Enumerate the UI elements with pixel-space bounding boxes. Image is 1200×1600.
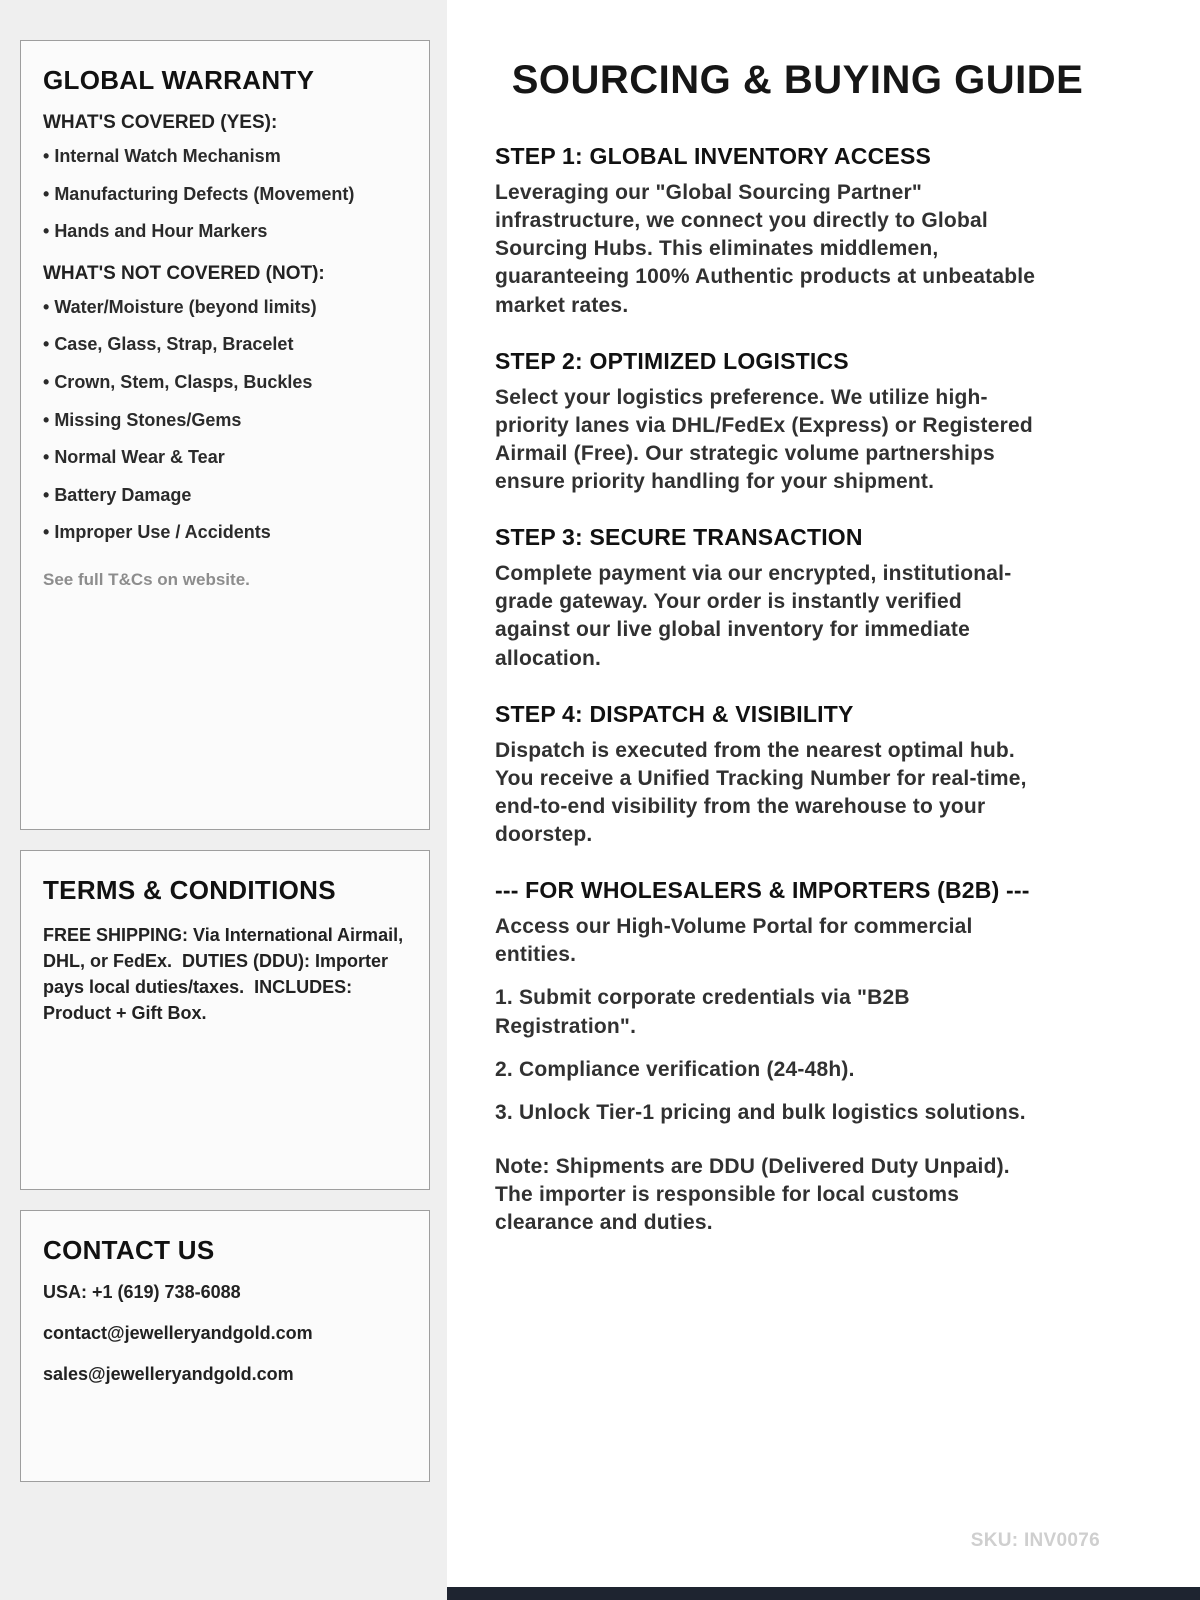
step-2-heading: STEP 2: OPTIMIZED LOGISTICS bbox=[495, 347, 849, 374]
sidebar bbox=[0, 0, 447, 1600]
terms-body: FREE SHIPPING: Via International Airmail, DHL, or FedEx. DUTIES (DDU): Importer pays local duties/taxes. INCLUDES: Product + Gift Box. bbox=[43, 925, 409, 1024]
b2b-note: Note: Shipments are DDU (Delivered Duty Unpaid). The importer is responsible for local customs clearance and duties. bbox=[495, 1154, 1010, 1235]
b2b-item-1: 1. Submit corporate credentials via "B2B Registration". bbox=[495, 986, 910, 1038]
bottom-accent-bar bbox=[447, 1587, 1200, 1600]
step-2-section bbox=[495, 348, 1100, 497]
contact-box bbox=[20, 1210, 430, 1482]
warranty-not-covered-list bbox=[43, 297, 407, 544]
b2b-heading: --- FOR WHOLESALERS & IMPORTERS (B2B) --- bbox=[495, 877, 1030, 904]
step-1-section bbox=[495, 143, 1100, 320]
page-title: SOURCING & BUYING GUIDE bbox=[511, 58, 1084, 102]
b2b-intro: Access our High-Volume Portal for commercial entities. bbox=[495, 915, 973, 967]
warranty-not-covered-item: • Normal Wear & Tear bbox=[43, 447, 407, 469]
warranty-covered-item: • Internal Watch Mechanism bbox=[43, 146, 407, 168]
step-1-body: Leveraging our "Global Sourcing Partner" infrastructure, we connect you directly to Global Sourcing Hubs. This eliminates middlemen, guaranteeing 100% Authentic products at unbeatable market rates. bbox=[495, 181, 1036, 317]
contact-title: CONTACT US bbox=[43, 1235, 215, 1265]
step-1-heading: STEP 1: GLOBAL INVENTORY ACCESS bbox=[495, 143, 932, 169]
step-4-section bbox=[495, 701, 1100, 850]
b2b-item-2: 2. Compliance verification (24-48h). bbox=[495, 1057, 855, 1081]
terms-title: TERMS & CONDITIONS bbox=[43, 875, 336, 905]
b2b-section bbox=[495, 877, 1100, 1237]
contact-phone: USA: +1 (619) 738-6088 bbox=[43, 1282, 241, 1302]
warranty-not-covered-item: • Water/Moisture (beyond limits) bbox=[43, 297, 407, 319]
warranty-box bbox=[20, 40, 430, 830]
step-3-section bbox=[495, 524, 1100, 673]
warranty-covered-title: WHAT'S COVERED (YES): bbox=[43, 112, 278, 133]
warranty-not-covered-item: • Case, Glass, Strap, Bracelet bbox=[43, 334, 407, 356]
warranty-covered-list bbox=[43, 146, 407, 243]
step-4-body: Dispatch is executed from the nearest optimal hub. You receive a Unified Tracking Number for real-time, end-to-end visibility from the warehouse to your doorstep. bbox=[495, 738, 1027, 846]
sku-label: SKU: INV0076 bbox=[970, 1530, 1100, 1551]
step-4-heading: STEP 4: DISPATCH & VISIBILITY bbox=[495, 700, 854, 727]
warranty-covered-item: • Hands and Hour Markers bbox=[43, 221, 407, 243]
warranty-not-covered-item: • Improper Use / Accidents bbox=[43, 522, 407, 544]
contact-email-sales: sales@jewelleryandgold.com bbox=[43, 1364, 294, 1384]
b2b-item-3: 3. Unlock Tier-1 pricing and bulk logistics solutions. bbox=[495, 1100, 1026, 1124]
contact-email-primary: contact@jewelleryandgold.com bbox=[43, 1323, 313, 1343]
warranty-footnote: See full T&Cs on website. bbox=[43, 569, 250, 589]
warranty-not-covered-item: • Battery Damage bbox=[43, 485, 407, 507]
warranty-not-covered-item: • Crown, Stem, Clasps, Buckles bbox=[43, 372, 407, 394]
warranty-covered-item: • Manufacturing Defects (Movement) bbox=[43, 184, 407, 206]
warranty-not-covered-item: • Missing Stones/Gems bbox=[43, 410, 407, 432]
warranty-not-covered-title: WHAT'S NOT COVERED (NOT): bbox=[43, 262, 325, 284]
warranty-title: GLOBAL WARRANTY bbox=[43, 65, 315, 95]
terms-box bbox=[20, 850, 430, 1190]
step-3-heading: STEP 3: SECURE TRANSACTION bbox=[495, 524, 863, 551]
main-content bbox=[447, 0, 1200, 1600]
step-2-body: Select your logistics preference. We utilize high-priority lanes via DHL/FedEx (Express) or Registered Airmail (Free). Our strategic volume partnerships ensure priority handling for your shipment. bbox=[495, 385, 1033, 493]
step-3-body: Complete payment via our encrypted, institutional-grade gateway. Your order is instantly verified against our live global inventory for immediate allocation. bbox=[495, 562, 1012, 670]
